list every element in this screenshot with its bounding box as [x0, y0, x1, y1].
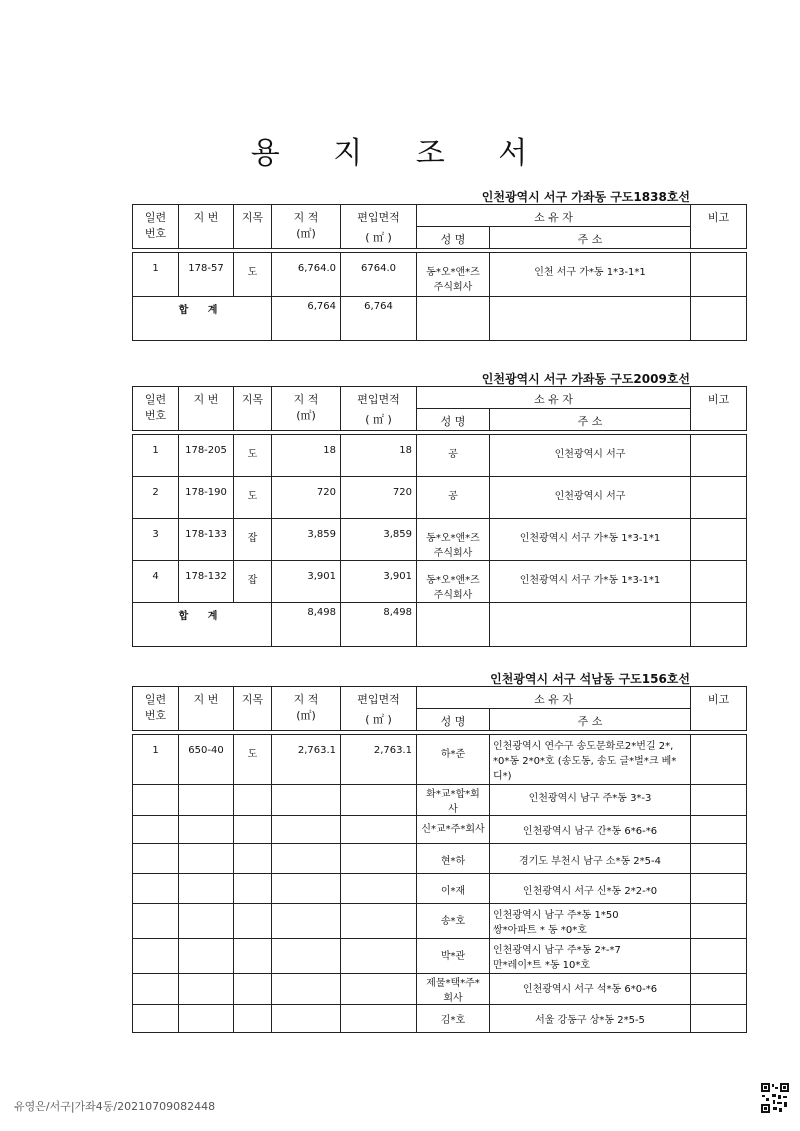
qr-code-icon — [760, 1082, 790, 1114]
header-lot: 지 번 — [179, 205, 234, 249]
footer-stamp: 유영은/서구|가좌4동/20210709082448 — [14, 1100, 216, 1113]
table-row: 4 178-132 잡 3,901 3,901 동*오*앤*즈 주식회사 인천광역시 서구 가*동 1*3-1*1 — [133, 561, 747, 603]
land-table-2: 일련 번호 지 번 지목 지 적 (㎡) 편입면적 ( ㎡ ) 소 유 자 비고 성 명 주 소 1 178-205 도 18 18 공 인천광역시 서구 2 178-190 도 720 720 공 인천광역시 서구 3 178-133 잡 3,859 3,859 동*오*앤*즈 주식회사 인천광역시 서구 가*동 1*3-1*1 4 178-132 잡 3,901 3,901 동*오*앤*즈 주식회사 인천광역시 서구 가*동 1*3-1*1 합 계 8,498 8,498 — [132, 386, 747, 647]
table-row: 이*재 인천광역시 서구 신*동 2*2-*0 — [133, 874, 747, 904]
table-row: 1 650-40 도 2,763.1 2,763.1 하*준 인천광역시 연수구 송도문화로2*번길 2*, *0*동 2*0*호 (송도동, 송도 글*벌*크 베* 디*) — [133, 735, 747, 785]
total-row: 합 계 8,498 8,498 — [133, 603, 747, 647]
table-row: 3 178-133 잡 3,859 3,859 동*오*앤*즈 주식회사 인천광역시 서구 가*동 1*3-1*1 — [133, 519, 747, 561]
document-title: 용 지 조 서 — [250, 136, 550, 171]
table-row: 신*교*주*회사 인천광역시 남구 간*동 6*6-*6 — [133, 816, 747, 844]
table-row: 화*교*합*회 사 인천광역시 남구 주*동 3*-3 — [133, 785, 747, 816]
header-note: 비고 — [691, 205, 747, 249]
header-address: 주 소 — [490, 227, 691, 249]
table-caption-3: 인천광역시 서구 석남동 구도156호선 — [490, 672, 690, 686]
land-table-1 — [132, 204, 747, 341]
header-incl-area: 편입면적 ( ㎡ ) — [341, 205, 417, 249]
land-table-3: 일련 번호 지 번 지목 지 적 (㎡) 편입면적 ( ㎡ ) 소 유 자 비고 성 명 주 소 1 650-40 도 2,763.1 2,763.1 하*준 인천광역시 연수구 송도문화로2*번길 2*, *0*동 2*0*호 (송도동, 송도 글*벌*크 베* 디*) 화*교*합*회 사 인천광역시 남구 주*동 3*-3 신*교*주*회사 인천광역시 남구 간*동 6*6-*6 현*하 경기도 부천시 남구 소*동 2*5-4 이*재 인천광역시 서구 신*동 2*2-*0 송*호 인천광역시 남구 주*동 1*50 쌍*아파트 * 동 *0*호 박*관 인천광역시 남구 주*동 2*-*7 만*레이*트 *동 10*호 제물*택*주* 회사 인천광역시 서구 석*동 6*0-*6 김*호 서울 강동구 상*동 2*5-5 — [132, 686, 747, 1033]
table-row: 김*호 서울 강동구 상*동 2*5-5 — [133, 1005, 747, 1033]
header-category: 지목 — [234, 205, 272, 249]
table-caption-2: 인천광역시 서구 가좌동 구도2009호선 — [481, 372, 690, 386]
header-owner: 소 유 자 — [417, 205, 691, 227]
table-row: 박*관 인천광역시 남구 주*동 2*-*7 만*레이*트 *동 10*호 — [133, 939, 747, 974]
header-area: 지 적 (㎡) — [272, 205, 341, 249]
table-caption-1: 인천광역시 서구 가좌동 구도1838호선 — [481, 190, 690, 204]
table-row: 1 178-57 도 6,764.0 6764.0 동*오*앤*즈 주식회사 인천 서구 가*동 1*3-1*1 — [133, 253, 747, 297]
table-row: 현*하 경기도 부천시 남구 소*동 2*5-4 — [133, 844, 747, 874]
table-row: 1 178-205 도 18 18 공 인천광역시 서구 — [133, 435, 747, 477]
table-row: 2 178-190 도 720 720 공 인천광역시 서구 — [133, 477, 747, 519]
table-row: 송*호 인천광역시 남구 주*동 1*50 쌍*아파트 * 동 *0*호 — [133, 904, 747, 939]
table-row: 제물*택*주* 회사 인천광역시 서구 석*동 6*0-*6 — [133, 974, 747, 1005]
header-name: 성 명 — [417, 227, 490, 249]
header-serial: 일련 번호 — [133, 205, 179, 249]
total-row: 합 계 6,764 6,764 — [133, 297, 747, 341]
